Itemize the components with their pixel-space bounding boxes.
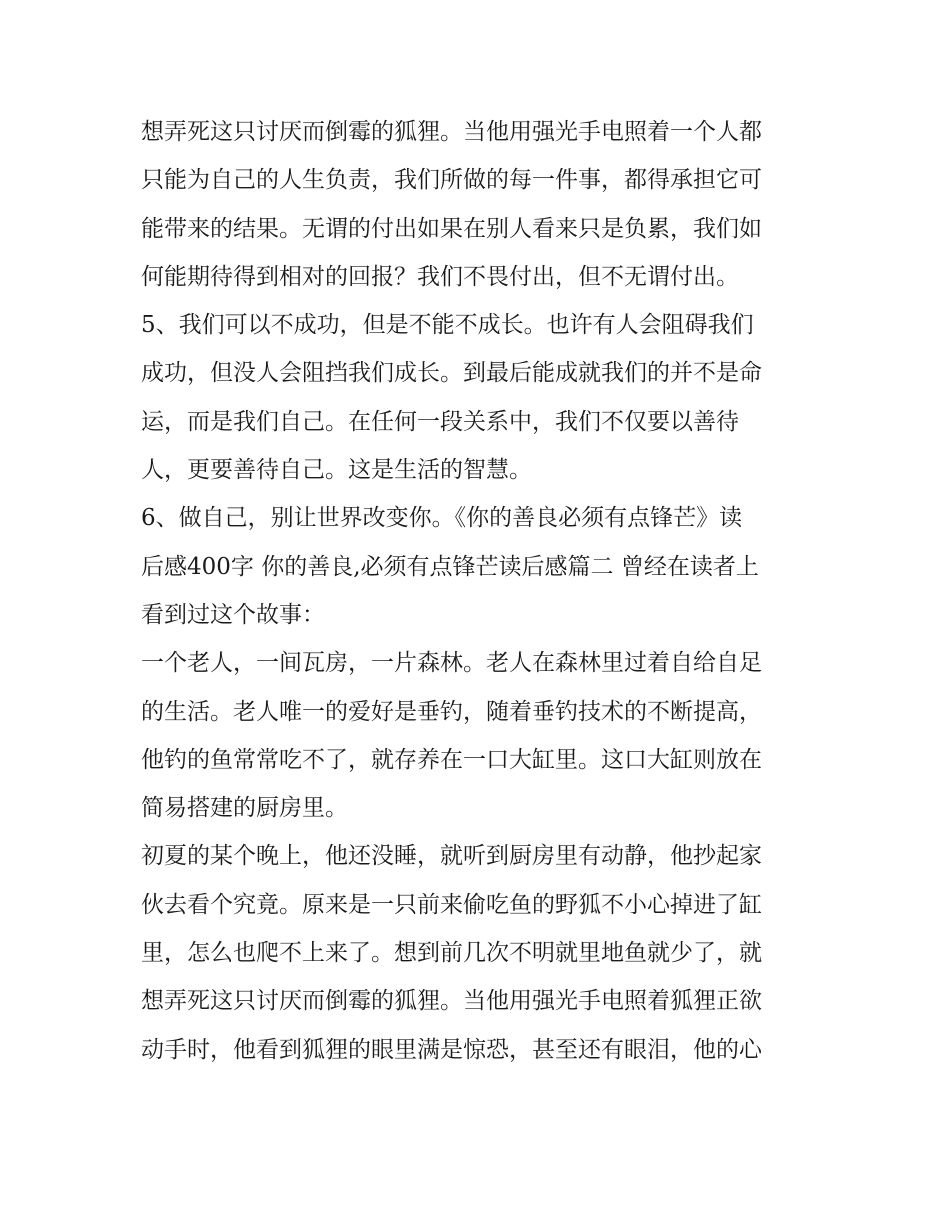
text-line: 想弄死这只讨厌而倒霉的狐狸。当他用强光手电照着狐狸正欲 [141, 988, 762, 1015]
text-line: 人，更要善待自己。这是生活的智慧。 [141, 457, 532, 484]
text-line: 成功，但没人会阻挡我们成长。到最后能成就我们的并不是命 [141, 360, 762, 387]
text-line: 能带来的结果。无谓的付出如果在别人看来只是负累，我们如 [141, 215, 762, 242]
text-line: 只能为自己的人生负责，我们所做的每一件事，都得承担它可 [141, 167, 762, 194]
text-line: 里，怎么也爬不上来了。想到前几次不明就里地鱼就少了，就 [141, 940, 762, 967]
text-line: 简易搭建的厨房里。 [141, 795, 348, 822]
text-line: 看到过这个故事： [141, 601, 325, 628]
text-line: 后感400字 你的善良,必须有点锋芒读后感篇二 曾经在读者上 [141, 553, 759, 580]
document-body-text [141, 108, 821, 1074]
text-line: 一个老人，一间瓦房，一片森林。老人在森林里过着自给自足 [141, 650, 762, 677]
text-line: 运，而是我们自己。在任何一段关系中，我们不仅要以善待 [141, 408, 739, 435]
text-line: 动手时，他看到狐狸的眼里满是惊恐，甚至还有眼泪，他的心 [141, 1036, 762, 1063]
text-line: 的生活。老人唯一的爱好是垂钓，随着垂钓技术的不断提高， [141, 698, 762, 725]
text-line: 初夏的某个晚上，他还没睡，就听到厨房里有动静，他抄起家 [141, 843, 762, 870]
text-line: 他钓的鱼常常吃不了，就存养在一口大缸里。这口大缸则放在 [141, 746, 762, 773]
text-line: 6、做自己，别让世界改变你。《你的善良必须有点锋芒》读 [141, 505, 743, 532]
text-line: 5、我们可以不成功，但是不能不成长。也许有人会阻碍我们 [141, 312, 754, 339]
text-line: 伙去看个究竟。原来是一只前来偷吃鱼的野狐不小心掉进了缸 [141, 891, 762, 918]
text-line: 何能期待得到相对的回报？我们不畏付出，但不无谓付出。 [141, 263, 739, 290]
text-line: 想弄死这只讨厌而倒霉的狐狸。当他用强光手电照着一个人都 [141, 119, 762, 145]
